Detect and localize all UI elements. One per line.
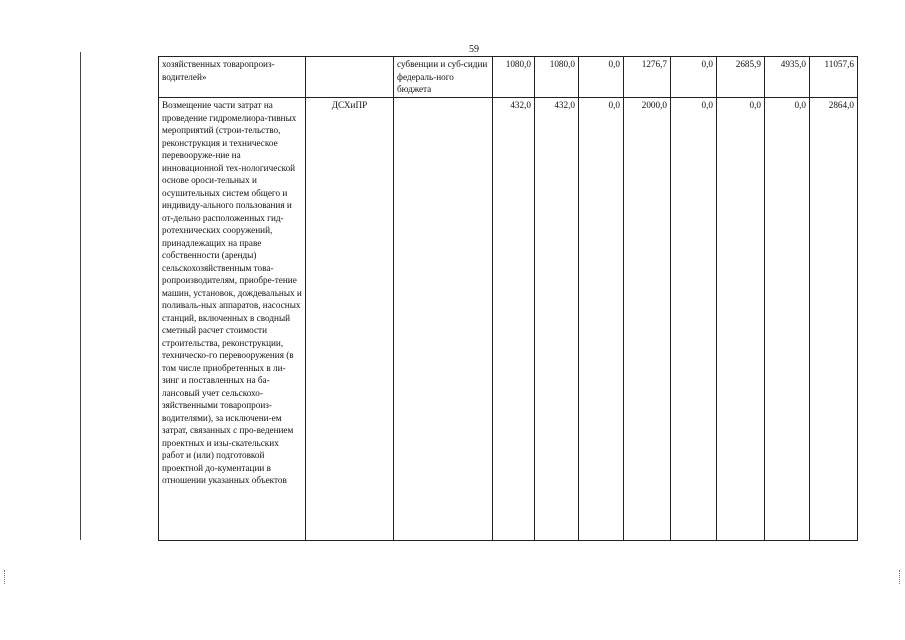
value-cell: 0,0 (671, 57, 717, 98)
value-cell: 1080,0 (535, 57, 579, 98)
executor-cell (306, 98, 394, 541)
executor-cell (306, 57, 394, 98)
scan-edge-mark-right (899, 570, 902, 584)
page-number: 59 (469, 44, 479, 55)
value-cell: 432,0 (535, 98, 579, 541)
value-cell: 1276,7 (624, 57, 671, 98)
value-cell: 0,0 (579, 98, 624, 541)
margin-rule (80, 52, 81, 540)
scan-edge-mark-left (4, 570, 7, 584)
value-cell: 2864,0 (810, 98, 858, 541)
budget-table (158, 56, 858, 541)
table-row (159, 98, 858, 541)
value-cell: 11057,6 (810, 57, 858, 98)
funding-source: субвенции и суб-сидии федераль-ного бюджета (397, 59, 488, 94)
value-cell: 2685,9 (717, 57, 765, 98)
value-cell: 0,0 (765, 98, 810, 541)
executor: ДСХиПР (331, 100, 368, 110)
funding-source-cell (394, 57, 493, 98)
value-cell: 1080,0 (493, 57, 535, 98)
table-row (159, 57, 858, 98)
value-cell: 4935,0 (765, 57, 810, 98)
measure-name-cell (159, 98, 306, 541)
value-cell: 0,0 (671, 98, 717, 541)
value-cell: 2000,0 (624, 98, 671, 541)
funding-source-cell (394, 98, 493, 541)
value-cell: 0,0 (717, 98, 765, 541)
value-cell: 0,0 (579, 57, 624, 98)
value-cell: 432,0 (493, 98, 535, 541)
measure-name-cell (159, 57, 306, 98)
measure-name: хозяйственных товаропроиз-водителей» (162, 59, 275, 82)
measure-name: Возмещение части затрат на проведение гидромелиора-тивных мероприятий (строи-тельство, реконструкция и техническое перевооруже-ние на инновационной тех-нологической основе ороси-тельных и осушительных систем общего и индивиду-ального пользования и от-дельно расположенных гид-ротехнических сооружений, принадлежащих на праве собственности (аренды) сельскохозяйственным това-ропроизводителям, приобре-тение машин, установок, дождевальных и поливаль-ных аппаратов, насосных станций, включенных в сводный сметный расчет стоимости строительства, реконструкции, техническо-го перевооружения (в том числе приобретенных в ли-зинг и поставленных на ба-лансовый учет сельскохо-зяйственными товаропроиз-водителями), за исключени-ем затрат, связанных с про-ведением проектных и изы-скательских работ и (или) подготовкой проектной до-кументации в отношении указанных объектов (162, 100, 302, 485)
